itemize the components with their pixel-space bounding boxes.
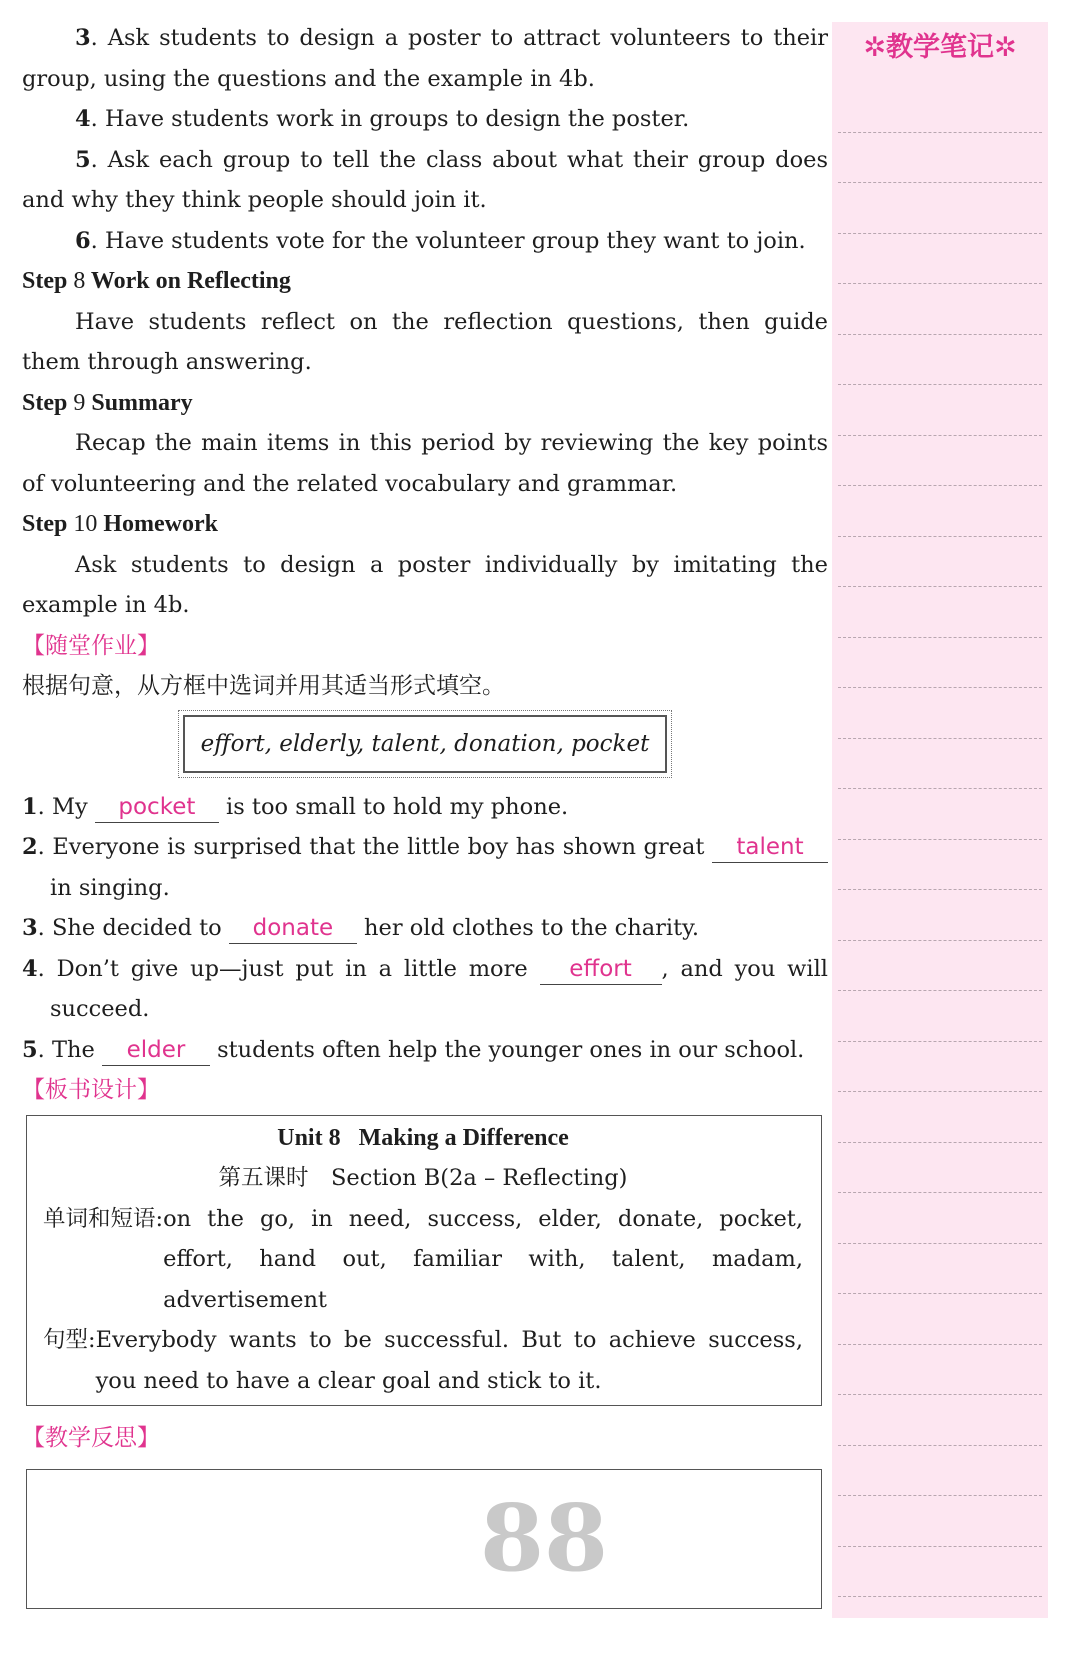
note-line bbox=[838, 1092, 1042, 1143]
note-line bbox=[838, 1244, 1042, 1295]
note-line bbox=[838, 385, 1042, 436]
word-box-wrap bbox=[22, 715, 828, 781]
sentence-text: Everybody wants to be successful. But to achieve success, you need to have a clear goal and stick to it. bbox=[95, 1327, 803, 1394]
note-line bbox=[838, 587, 1042, 638]
vocab-label: 单词和短语: bbox=[43, 1205, 164, 1232]
note-line bbox=[838, 1193, 1042, 1244]
note-line bbox=[838, 840, 1042, 891]
question-5: 5. The elder students often help the younger ones in our school. bbox=[22, 1030, 828, 1071]
lesson-content bbox=[22, 18, 828, 1609]
board-vocab-row bbox=[43, 1199, 803, 1321]
step-8-heading: Step 8 Work on Reflecting bbox=[22, 268, 291, 294]
note-line bbox=[838, 537, 1042, 588]
step-10-heading: Step 10 Homework bbox=[22, 511, 218, 537]
note-line bbox=[838, 1496, 1042, 1547]
answer-blank: effort bbox=[540, 954, 662, 985]
note-line bbox=[838, 82, 1042, 133]
question-2: 2. Everyone is surprised that the little boy has shown great talent in singing. bbox=[22, 827, 828, 908]
note-line bbox=[838, 991, 1042, 1042]
step-8-body: Have students reflect on the reflection questions, then guide them through answering. bbox=[22, 308, 828, 375]
question-4: 4. Don’t give up—just put in a little more effort , and you will succeed. bbox=[22, 955, 829, 1022]
board-subtitle: 第五课时 Section B(2a – Reflecting) bbox=[218, 1165, 628, 1191]
step-9-heading: Step 9 Summary bbox=[22, 389, 193, 416]
note-line bbox=[838, 1395, 1042, 1446]
board-heading: 【板书设计】 bbox=[22, 1077, 160, 1103]
intro-item-6: 6. Have students vote for the volunteer group they want to join. bbox=[75, 227, 806, 254]
note-line bbox=[838, 234, 1042, 285]
answer-blank: elder bbox=[102, 1035, 210, 1066]
word-box: effort, elderly, talent, donation, pocket bbox=[183, 715, 668, 773]
note-line bbox=[838, 739, 1042, 790]
note-line bbox=[838, 1345, 1042, 1396]
intro-item-3: 3. Ask students to design a poster to attract volunteers to their group, using the questions and the example in 4b. bbox=[22, 25, 828, 92]
intro-item-4: 4. Have students work in groups to design the poster. bbox=[75, 106, 690, 132]
notes-sidebar bbox=[832, 22, 1048, 1618]
question-1: 1. My pocket is too small to hold my phone. bbox=[22, 787, 828, 828]
step-9-body: Recap the main items in this period by reviewing the key points of volunteering and the related vocabulary and grammar. bbox=[22, 430, 828, 497]
answer-blank: talent bbox=[712, 832, 828, 863]
note-line bbox=[838, 1547, 1042, 1598]
note-line bbox=[838, 941, 1042, 992]
note-line bbox=[838, 638, 1042, 689]
note-line bbox=[838, 890, 1042, 941]
note-line bbox=[838, 1143, 1042, 1194]
intro-item-5: 5. Ask each group to tell the class about what their group does and why they think people should join it. bbox=[22, 146, 828, 213]
note-line bbox=[838, 1446, 1042, 1497]
answer-blank: donate bbox=[229, 913, 357, 944]
board-sentence-row bbox=[43, 1320, 803, 1401]
notes-title: ✲教学笔记✲ bbox=[863, 32, 1017, 63]
reflection-box bbox=[26, 1469, 822, 1609]
exercise-heading: 【随堂作业】 bbox=[22, 632, 160, 659]
note-line bbox=[838, 688, 1042, 739]
exercise-instruction: 根据句意，从方框中选词并用其适当形式填空。 bbox=[22, 673, 505, 699]
note-line bbox=[838, 284, 1042, 335]
answer-blank: pocket bbox=[95, 792, 219, 823]
reflection-heading: 【教学反思】 bbox=[22, 1425, 160, 1451]
vocab-text: on the go, in need, success, elder, donate, pocket, effort, hand out, familiar with, talent, madam, advertisement bbox=[163, 1205, 803, 1313]
note-line bbox=[838, 486, 1042, 537]
note-line bbox=[838, 436, 1042, 487]
question-3: 3. She decided to donate her old clothes to the charity. bbox=[22, 908, 828, 949]
step-10-body: Ask students to design a poster individually by imitating the example in 4b. bbox=[22, 551, 828, 618]
sentence-label: 句型: bbox=[43, 1327, 96, 1353]
note-line bbox=[838, 1042, 1042, 1093]
board-design-box bbox=[26, 1115, 822, 1407]
note-line bbox=[838, 183, 1042, 234]
board-title: Unit 8 Making a Difference bbox=[277, 1124, 569, 1151]
note-line bbox=[838, 789, 1042, 840]
page-number: 88 bbox=[479, 1484, 609, 1592]
note-line bbox=[838, 133, 1042, 184]
note-line bbox=[838, 335, 1042, 386]
note-line bbox=[838, 1294, 1042, 1345]
